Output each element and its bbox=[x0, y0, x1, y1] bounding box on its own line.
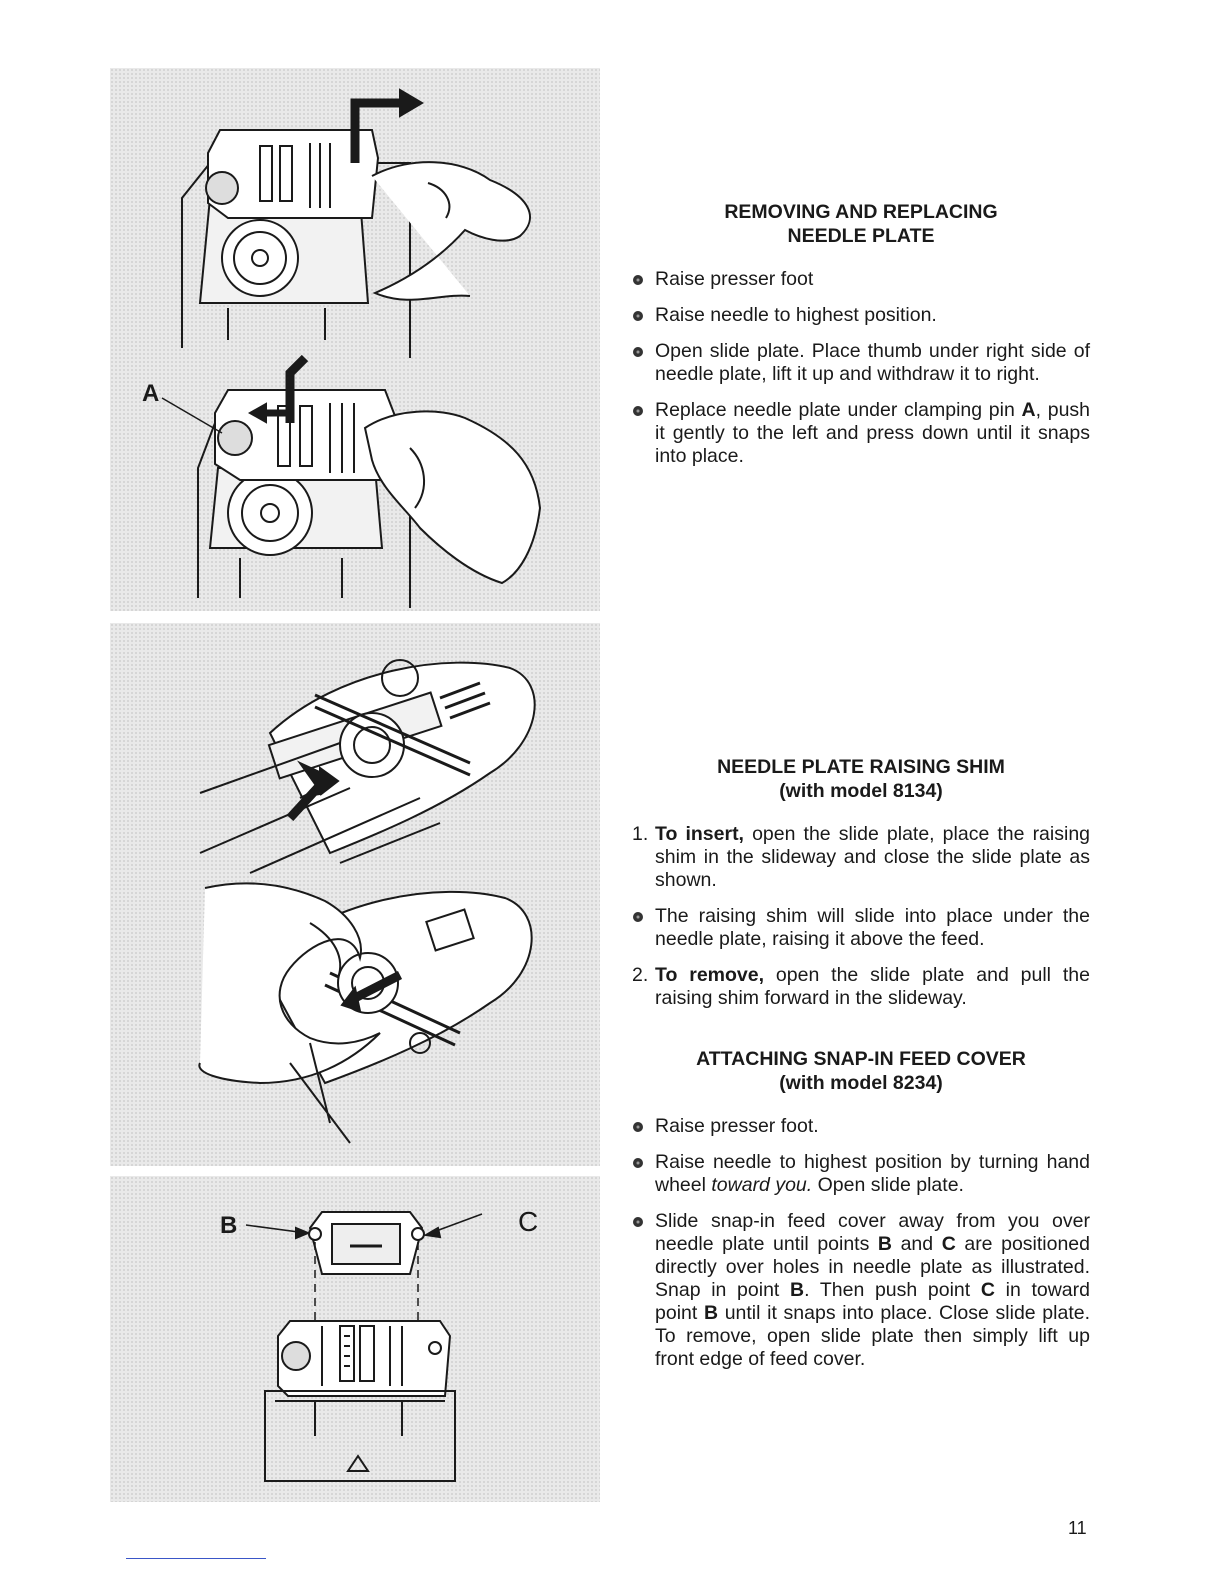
instruction-list bbox=[632, 823, 1090, 1010]
emphasis: toward you. bbox=[711, 1174, 813, 1196]
list-item-text: , push it gently to the left and press down until it snaps into place. bbox=[655, 399, 1091, 467]
step-number: 2. bbox=[632, 964, 649, 986]
step-1 bbox=[632, 823, 1090, 892]
section-removing-needle-plate bbox=[632, 200, 1090, 481]
figure-snap-in-feed-cover bbox=[110, 1176, 600, 1502]
step-lead: To remove, bbox=[655, 964, 765, 986]
list-item-text: and bbox=[892, 1233, 942, 1255]
step-number: 1. bbox=[632, 823, 649, 845]
step-text: open the slide plate and pull the raising shim forward in the slideway. bbox=[655, 964, 1090, 1009]
title-line-1: REMOVING AND REPLACING bbox=[724, 201, 998, 223]
title-line-1: NEEDLE PLATE RAISING SHIM bbox=[717, 756, 1005, 778]
section-title bbox=[632, 200, 1090, 248]
callout-c: C bbox=[518, 1206, 539, 1237]
list-item-text: . Then push point bbox=[804, 1279, 981, 1301]
list-item bbox=[632, 1210, 1090, 1371]
section-raising-shim bbox=[632, 755, 1090, 1023]
point-c-ref: C bbox=[980, 1279, 995, 1301]
list-item: Raise presser foot bbox=[632, 268, 1090, 291]
list-item bbox=[632, 1151, 1090, 1197]
instruction-list bbox=[632, 268, 1090, 468]
title-line-1: ATTACHING SNAP-IN FEED COVER bbox=[696, 1048, 1026, 1070]
list-item bbox=[632, 399, 1090, 468]
section-title bbox=[632, 755, 1090, 803]
raising-shim-illustration bbox=[110, 623, 600, 1166]
list-item-text: Replace needle plate under clamping pin bbox=[655, 399, 1022, 421]
list-item-text: Open slide plate. bbox=[812, 1174, 964, 1196]
needle-plate-removal-illustration bbox=[110, 68, 600, 611]
title-subtitle: (with model 8234) bbox=[779, 1072, 943, 1094]
title-subtitle: (with model 8134) bbox=[779, 780, 943, 802]
list-item-text: Slide snap-in feed cover away from you over needle plate until points bbox=[655, 1210, 1090, 1255]
step-lead: To insert, bbox=[655, 823, 744, 845]
page-number: 11 bbox=[1068, 1518, 1087, 1538]
figure-needle-plate-removal bbox=[110, 68, 600, 611]
point-b-ref: B bbox=[703, 1302, 719, 1324]
callout-b: B bbox=[220, 1212, 238, 1239]
list-item: The raising shim will slide into place under the needle plate, raising it above the feed. bbox=[632, 905, 1090, 951]
list-item: Open slide plate. Place thumb under right side of needle plate, lift it up and withdraw it to right. bbox=[632, 340, 1090, 386]
figure-raising-shim bbox=[110, 623, 600, 1166]
list-item-text: until it snaps into place. Close slide plate. To remove, open slide plate then simply lift up front edge of feed cover. bbox=[655, 1302, 1090, 1370]
list-item: Raise presser foot. bbox=[632, 1115, 1090, 1138]
step-text: open the slide plate, place the raising shim in the slideway and close the slide plate as shown. bbox=[655, 823, 1091, 891]
list-item-text: in toward point bbox=[655, 1279, 1090, 1324]
callout-a: A bbox=[142, 380, 160, 407]
bottom-rule bbox=[126, 1558, 266, 1559]
list-item: Raise needle to highest position. bbox=[632, 304, 1090, 327]
list-item-text: are positioned directly over holes in needle plate as illustrated. Snap in point bbox=[655, 1233, 1090, 1301]
section-snap-in-feed-cover bbox=[632, 1047, 1090, 1384]
list-item-text: Raise needle to highest position by turning hand wheel bbox=[655, 1151, 1090, 1196]
point-b-ref: B bbox=[790, 1279, 805, 1301]
point-b-ref: B bbox=[877, 1233, 893, 1255]
step-2 bbox=[632, 964, 1090, 1010]
clamping-pin-ref: A bbox=[1021, 399, 1036, 421]
title-line-2: NEEDLE PLATE bbox=[787, 225, 935, 247]
section-title bbox=[632, 1047, 1090, 1095]
point-c-ref: C bbox=[941, 1233, 956, 1255]
instruction-list bbox=[632, 1115, 1090, 1371]
